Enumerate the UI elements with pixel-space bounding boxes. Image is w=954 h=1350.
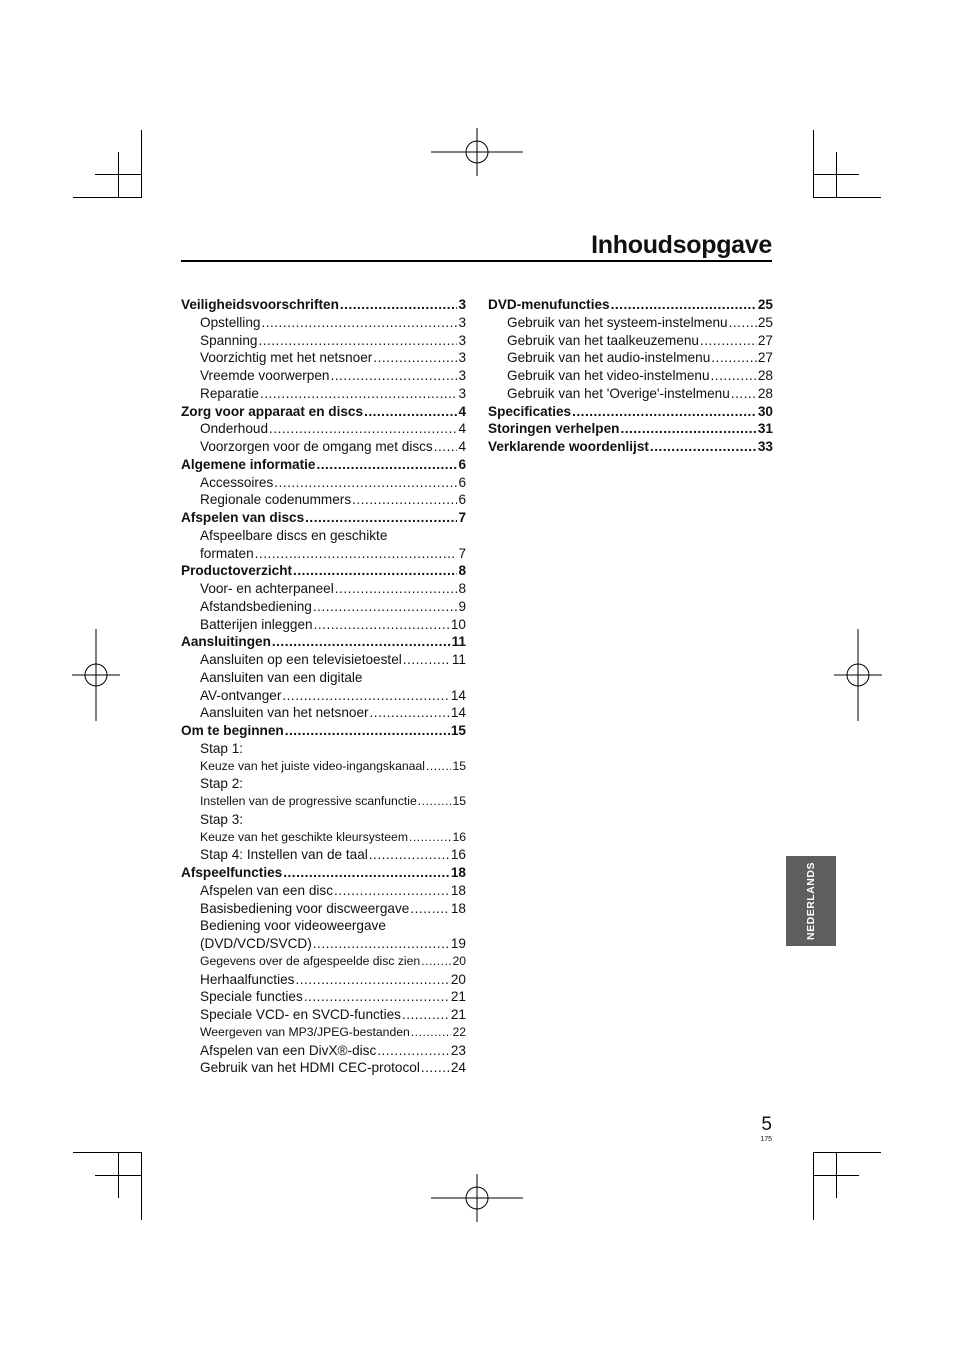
toc-entry <box>181 988 466 1006</box>
toc-leader-dots <box>426 758 451 776</box>
toc-entry-page: 16 <box>452 829 466 844</box>
toc-entry-label: Spanning <box>200 332 258 348</box>
page-title: Inhoudsopgave <box>591 231 772 259</box>
toc-entry <box>181 349 466 367</box>
toc-leader-dots <box>293 562 457 580</box>
toc-entry-label: Stap 4: Instellen van de taal <box>200 847 368 863</box>
toc-entry <box>181 1059 466 1077</box>
toc-entry <box>181 811 466 829</box>
toc-entry-page: 15 <box>452 794 466 808</box>
toc-entry-page: 9 <box>458 598 466 614</box>
toc-entry-page: 18 <box>450 900 466 916</box>
toc-leader-dots <box>274 474 457 492</box>
registration-mark <box>431 128 523 176</box>
toc-leader-dots <box>269 420 457 438</box>
crop-mark <box>118 152 119 198</box>
toc-leader-dots <box>369 846 450 864</box>
toc-section-entry <box>488 420 773 438</box>
toc-entry-label: Aansluiten op een televisietoestel <box>200 652 402 667</box>
toc-entry-label: Gebruik van het HDMI CEC-protocol <box>200 1060 420 1076</box>
toc-leader-dots <box>418 793 452 811</box>
toc-leader-dots <box>304 988 450 1006</box>
toc-entry-label: Instellen van de progressive scanfunctie <box>200 794 417 808</box>
toc-leader-dots <box>711 367 757 385</box>
toc-leader-dots <box>313 598 458 616</box>
language-side-tab <box>786 856 836 946</box>
toc-entry-label: Speciale VCD- en SVCD-functies <box>200 1007 401 1022</box>
toc-leader-dots <box>403 651 451 669</box>
toc-entry-label: Keuze van het geschikte kleursysteem <box>200 829 408 844</box>
toc-entry <box>181 385 466 403</box>
toc-entry-page: 27 <box>757 332 773 348</box>
toc-entry <box>181 474 466 492</box>
toc-entry <box>181 669 466 687</box>
toc-section-entry <box>181 633 466 651</box>
toc-entry <box>181 1042 466 1060</box>
toc-section-entry <box>181 403 466 421</box>
toc-entry-label: AV-ontvanger <box>200 687 282 703</box>
toc-entry-page: 15 <box>450 723 466 738</box>
toc-leader-dots <box>335 580 458 598</box>
toc-entry-page: 20 <box>450 971 466 987</box>
toc-column-right <box>488 296 773 456</box>
toc-entry <box>181 758 466 776</box>
toc-entry-label: Algemene informatie <box>181 456 316 472</box>
toc-entry <box>181 545 466 563</box>
toc-leader-dots <box>402 1006 450 1024</box>
page-number-small: 175 <box>760 1136 772 1143</box>
toc-entry-page: 23 <box>450 1042 466 1058</box>
toc-leader-dots <box>260 385 457 403</box>
crop-mark <box>813 1152 814 1220</box>
toc-leader-dots <box>377 1042 450 1060</box>
toc-entry <box>181 1006 466 1024</box>
toc-entry <box>181 367 466 385</box>
toc-entry <box>181 314 466 332</box>
crop-mark <box>813 1152 881 1153</box>
toc-entry-label: formaten <box>200 545 254 561</box>
toc-entry-page: 18 <box>450 865 466 880</box>
toc-leader-dots <box>282 687 450 705</box>
crop-mark <box>141 130 142 198</box>
crop-mark <box>95 1175 142 1176</box>
toc-entry <box>181 900 466 918</box>
toc-section-entry <box>488 296 773 314</box>
toc-entry-label: Productoverzicht <box>181 563 293 579</box>
title-rule <box>181 260 772 262</box>
toc-entry-label: (DVD/VCD/SVCD) <box>200 936 312 951</box>
toc-section-entry <box>181 456 466 474</box>
toc-entry <box>181 651 466 669</box>
toc-entry <box>181 491 466 509</box>
toc-entry-page: 27 <box>757 350 773 366</box>
toc-entry-page: 8 <box>458 581 466 596</box>
crop-mark <box>813 174 859 175</box>
toc-leader-dots <box>650 438 757 456</box>
toc-leader-dots <box>434 438 458 456</box>
crop-mark <box>813 1175 859 1176</box>
toc-entry-label: Aansluiten van een digitale <box>200 669 363 685</box>
toc-entry-page: 20 <box>452 953 466 968</box>
toc-entry <box>181 793 466 811</box>
toc-leader-dots <box>314 616 450 634</box>
toc-leader-dots <box>411 1024 452 1042</box>
toc-entry-page: 25 <box>757 314 773 330</box>
toc-entry <box>488 332 773 350</box>
toc-entry-page: 21 <box>450 989 466 1005</box>
toc-entry-label: Basisbediening voor discweergave <box>200 900 410 916</box>
toc-leader-dots <box>334 882 450 900</box>
toc-leader-dots <box>340 296 458 314</box>
registration-mark <box>431 1174 523 1222</box>
toc-entry <box>181 580 466 598</box>
toc-entry-label: Om te beginnen <box>181 723 284 738</box>
toc-entry <box>181 740 466 758</box>
toc-leader-dots <box>729 314 757 332</box>
toc-entry-label: Afspeelfuncties <box>181 865 283 880</box>
toc-entry-page: 7 <box>458 545 466 561</box>
toc-entry-page: 3 <box>458 368 466 383</box>
toc-leader-dots <box>620 420 756 438</box>
toc-leader-dots <box>364 403 457 421</box>
toc-leader-dots <box>572 403 757 421</box>
crop-mark <box>813 130 814 198</box>
toc-entry-label: Regionale codenummers <box>200 492 352 508</box>
toc-entry-label: Accessoires <box>200 474 274 490</box>
toc-entry-page: 25 <box>757 297 773 312</box>
toc-entry-page: 4 <box>458 439 466 454</box>
toc-entry-label: Gebruik van het audio-instelmenu <box>507 350 711 366</box>
toc-leader-dots <box>295 971 449 989</box>
toc-entry-label: Stap 2: <box>200 776 244 792</box>
toc-entry-label: Weergeven van MP3/JPEG-bestanden <box>200 1024 410 1039</box>
crop-mark <box>73 1152 142 1153</box>
toc-entry <box>181 598 466 616</box>
toc-entry <box>181 775 466 793</box>
toc-entry-page: 22 <box>452 1024 466 1039</box>
toc-entry <box>181 527 466 545</box>
toc-entry-page: 16 <box>450 847 466 863</box>
toc-leader-dots <box>731 385 757 403</box>
toc-leader-dots <box>711 349 757 367</box>
toc-entry-page: 3 <box>458 350 466 366</box>
toc-section-entry <box>181 722 466 740</box>
toc-entry-label: Batterijen inleggen <box>200 616 313 632</box>
toc-entry-label: Storingen verhelpen <box>488 421 620 437</box>
toc-entry-page: 28 <box>757 368 773 383</box>
page-number: 5 <box>761 1114 772 1135</box>
toc-column-left <box>181 296 466 1077</box>
toc-entry <box>181 420 466 438</box>
toc-section-entry <box>488 438 773 456</box>
toc-entry-page: 14 <box>450 705 466 721</box>
toc-leader-dots <box>352 491 457 509</box>
toc-entry-label: Afspeelbare discs en geschikte <box>200 527 388 543</box>
toc-entry-label: Reparatie <box>200 385 259 401</box>
toc-entry-label: Gebruik van het video-instelmenu <box>507 368 710 383</box>
toc-entry-page: 7 <box>458 510 466 525</box>
toc-leader-dots <box>611 296 757 314</box>
toc-leader-dots <box>316 456 457 474</box>
toc-entry <box>181 829 466 847</box>
toc-entry-label: Voor- en achterpaneel <box>200 581 334 596</box>
toc-leader-dots <box>255 545 458 563</box>
toc-leader-dots <box>421 953 451 971</box>
toc-entry-label: Voorzorgen voor de omgang met discs <box>200 439 433 454</box>
crop-mark <box>141 1152 142 1220</box>
toc-entry-label: Herhaalfuncties <box>200 971 295 987</box>
toc-entry-page: 6 <box>458 492 466 508</box>
toc-leader-dots <box>283 864 450 882</box>
crop-mark <box>813 197 881 198</box>
toc-entry <box>181 704 466 722</box>
toc-entry <box>488 314 773 332</box>
toc-leader-dots <box>305 509 457 527</box>
toc-entry-label: Gebruik van het systeem-instelmenu <box>507 314 728 330</box>
toc-leader-dots <box>285 722 450 740</box>
toc-entry-page: 30 <box>757 403 773 419</box>
toc-entry <box>488 349 773 367</box>
toc-entry-page: 21 <box>450 1007 466 1022</box>
toc-entry-page: 3 <box>458 332 466 348</box>
toc-leader-dots <box>373 349 457 367</box>
toc-entry-label: Stap 3: <box>200 811 244 827</box>
registration-mark <box>72 629 120 721</box>
toc-entry-page: 3 <box>458 314 466 330</box>
toc-entry-label: Afspelen van een DivX®-disc <box>200 1042 377 1058</box>
toc-entry <box>181 616 466 634</box>
toc-entry-label: Gebruik van het 'Overige'-instelmenu <box>507 385 730 401</box>
toc-leader-dots <box>370 704 450 722</box>
toc-section-entry <box>181 562 466 580</box>
toc-leader-dots <box>258 332 457 350</box>
toc-entry-label: Afspelen van discs <box>181 510 305 525</box>
crop-mark <box>73 197 142 198</box>
toc-section-entry <box>488 403 773 421</box>
toc-entry <box>488 385 773 403</box>
toc-entry-label: Stap 1: <box>200 740 244 756</box>
toc-entry <box>181 917 466 935</box>
toc-entry <box>181 687 466 705</box>
toc-entry <box>181 1024 466 1042</box>
toc-entry-page: 6 <box>458 474 466 490</box>
toc-entry-label: Voorzichtig met het netsnoer <box>200 350 373 366</box>
toc-entry-page: 19 <box>450 936 466 951</box>
toc-entry <box>181 971 466 989</box>
toc-entry-label: Gebruik van het taalkeuzemenu <box>507 332 699 348</box>
toc-entry-label: Onderhoud <box>200 421 269 437</box>
toc-entry-label: Gegevens over de afgespeelde disc zien <box>200 953 421 968</box>
toc-entry-page: 11 <box>451 634 466 650</box>
toc-entry-label: DVD-menufuncties <box>488 297 610 312</box>
toc-leader-dots <box>330 367 457 385</box>
toc-entry-page: 4 <box>458 403 466 419</box>
toc-entry-page: 4 <box>458 421 466 437</box>
toc-entry-label: Aansluitingen <box>181 634 271 650</box>
toc-entry-page: 31 <box>757 421 773 437</box>
toc-entry-page: 28 <box>757 385 773 401</box>
toc-entry-label: Speciale functies <box>200 989 303 1005</box>
toc-entry-label: Zorg voor apparaat en discs <box>181 403 364 419</box>
toc-entry <box>181 846 466 864</box>
toc-entry-page: 24 <box>450 1060 466 1076</box>
toc-entry-page: 3 <box>458 297 466 312</box>
language-tab-label: NEDERLANDS <box>805 862 817 940</box>
toc-entry <box>181 953 466 971</box>
toc-entry-page: 33 <box>757 439 773 454</box>
toc-entry-page: 6 <box>458 456 466 472</box>
toc-entry-label: Bediening voor videoweergave <box>200 918 386 934</box>
toc-leader-dots <box>410 900 450 918</box>
toc-entry-label: Veiligheidsvoorschriften <box>181 297 339 312</box>
toc-entry-page: 3 <box>458 385 466 401</box>
toc-entry-label: Verklarende woordenlijst <box>488 439 649 454</box>
toc-section-entry <box>181 509 466 527</box>
toc-entry-label: Vreemde voorwerpen <box>200 368 330 383</box>
toc-leader-dots <box>700 332 757 350</box>
toc-leader-dots <box>261 314 457 332</box>
toc-entry-label: Specificaties <box>488 403 572 419</box>
toc-entry-label: Opstelling <box>200 314 261 330</box>
toc-leader-dots <box>313 935 450 953</box>
toc-entry <box>181 882 466 900</box>
toc-entry-label: Afstandsbediening <box>200 598 312 614</box>
toc-leader-dots <box>409 829 451 847</box>
toc-entry <box>181 935 466 953</box>
toc-entry-page: 8 <box>458 563 466 579</box>
toc-entry-page: 18 <box>450 882 466 898</box>
crop-mark <box>95 174 142 175</box>
toc-entry <box>181 438 466 456</box>
toc-entry <box>181 332 466 350</box>
toc-entry <box>488 367 773 385</box>
toc-entry-page: 11 <box>451 652 466 667</box>
crop-mark <box>836 152 837 198</box>
registration-mark <box>834 629 882 721</box>
toc-entry-label: Afspelen van een disc <box>200 882 334 898</box>
toc-entry-label: Aansluiten van het netsnoer <box>200 705 369 721</box>
toc-entry-page: 14 <box>450 687 466 703</box>
toc-entry-page: 10 <box>450 616 466 632</box>
toc-entry-label: Keuze van het juiste video-ingangskanaal <box>200 758 425 773</box>
toc-section-entry <box>181 864 466 882</box>
toc-section-entry <box>181 296 466 314</box>
toc-leader-dots <box>421 1059 450 1077</box>
toc-entry-page: 15 <box>452 758 466 773</box>
toc-leader-dots <box>272 633 451 651</box>
